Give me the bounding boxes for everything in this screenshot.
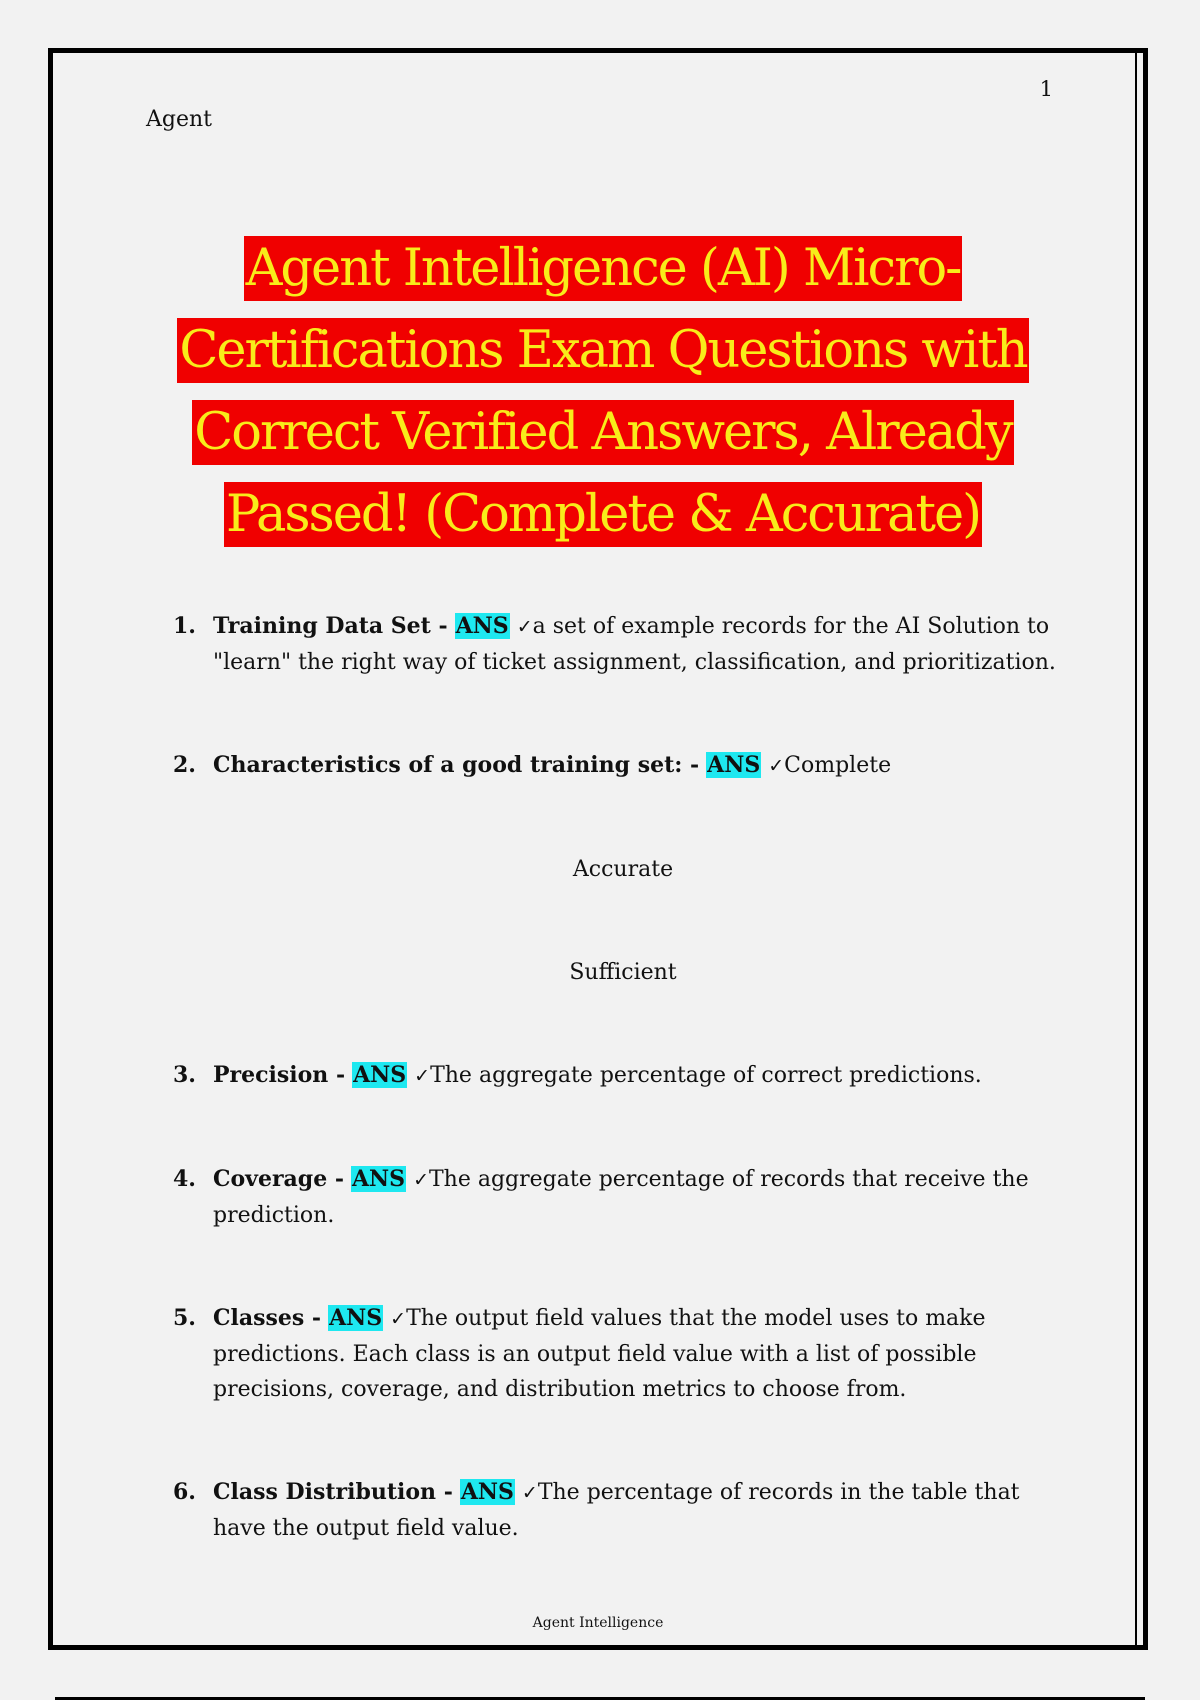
ans-label: ANS bbox=[455, 613, 509, 639]
question-term: Training Data Set - bbox=[213, 613, 448, 639]
page-footer: Agent Intelligence bbox=[532, 1615, 664, 1631]
question-number: 5. bbox=[173, 1305, 196, 1331]
check-icon: ✓ bbox=[516, 616, 533, 638]
ans-label: ANS bbox=[353, 1062, 407, 1088]
question-number: 3. bbox=[173, 1062, 196, 1088]
question-term: Precision - bbox=[213, 1062, 346, 1088]
question-item bbox=[173, 1475, 1093, 1546]
question-number: 1. bbox=[173, 613, 196, 639]
question-item bbox=[173, 1301, 1093, 1407]
check-icon: ✓ bbox=[413, 1169, 429, 1191]
question-item bbox=[173, 1162, 1093, 1233]
question-list bbox=[173, 609, 1093, 1546]
answer-text: "learn" the right way of ticket assignment, classification, and prioritization. bbox=[213, 650, 1056, 675]
question-item bbox=[173, 748, 1093, 990]
question-number: 4. bbox=[173, 1166, 196, 1192]
answer-text: The percentage of records in the table that bbox=[537, 1480, 1020, 1505]
answer-extra-line: Accurate bbox=[572, 857, 674, 882]
answer-text: a set of example records for the AI Solution to bbox=[532, 614, 1050, 639]
ans-label: ANS bbox=[707, 752, 761, 778]
header-left-text: Agent bbox=[146, 107, 212, 132]
answer-text: have the output field value. bbox=[213, 1516, 519, 1541]
title-line-3: Correct Verified Answers, Already bbox=[192, 400, 1013, 465]
page-number: 1 bbox=[1039, 77, 1053, 101]
title-line-1: Agent Intelligence (AI) Micro- bbox=[244, 236, 963, 301]
question-item bbox=[173, 609, 1093, 680]
ans-label: ANS bbox=[329, 1305, 383, 1331]
answer-text: predictions. Each class is an output field value with a list of possible bbox=[213, 1342, 977, 1367]
ans-label: ANS bbox=[351, 1166, 406, 1192]
answer-extra-line: Sufficient bbox=[569, 960, 677, 985]
question-number: 2. bbox=[173, 752, 196, 778]
check-icon: ✓ bbox=[414, 1065, 431, 1087]
ans-label: ANS bbox=[460, 1479, 514, 1505]
document-page bbox=[48, 48, 1148, 1650]
answer-text: prediction. bbox=[213, 1203, 335, 1228]
question-term: Coverage - bbox=[213, 1166, 344, 1192]
check-icon: ✓ bbox=[390, 1308, 407, 1330]
question-item bbox=[173, 1058, 1093, 1094]
answer-text: The aggregate percentage of records that receive the bbox=[428, 1167, 1029, 1192]
answer-text: precisions, coverage, and distribution metrics to choose from. bbox=[213, 1377, 907, 1402]
question-term: Classes - bbox=[213, 1305, 322, 1331]
answer-text: The aggregate percentage of correct predictions. bbox=[430, 1063, 982, 1088]
question-term: Class Distribution - bbox=[213, 1479, 453, 1505]
title-line-4: Passed! (Complete & Accurate) bbox=[224, 482, 982, 547]
check-icon: ✓ bbox=[521, 1482, 538, 1504]
check-icon: ✓ bbox=[768, 755, 785, 777]
question-term: Characteristics of a good training set: - bbox=[213, 752, 700, 778]
title-line-2: Certifications Exam Questions with bbox=[177, 318, 1028, 383]
document-title bbox=[133, 228, 1073, 556]
answer-text: The output field values that the model uses to make bbox=[406, 1306, 986, 1331]
answer-text: Complete bbox=[784, 753, 892, 778]
question-number: 6. bbox=[173, 1479, 196, 1505]
